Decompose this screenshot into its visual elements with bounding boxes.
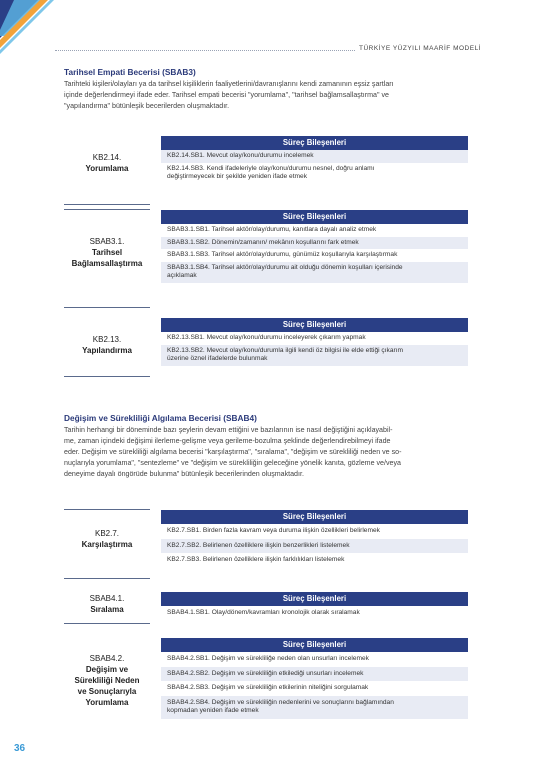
row-text: SBAB4.2.SB2. Değişim ve sürekliliğin etkilediği unsurları incelemek <box>167 669 364 677</box>
page-number: 36 <box>14 743 26 754</box>
skill-label <box>64 593 150 615</box>
component-row <box>161 150 468 163</box>
row-text: KB2.14.SB3. Kendi ifadeleriyle olay/konu/durumu nesnel, doğru anlamı <box>167 164 375 172</box>
skill-name: Yorumlama <box>85 164 129 173</box>
row-text: SBAB4.1.SB1. Olay/dönem/kavramları kronolojik olarak sıralamak <box>167 609 360 616</box>
component-table <box>161 318 468 366</box>
skill-label <box>64 334 150 356</box>
skill-label <box>64 152 150 174</box>
skill-name: Yapılandırma <box>82 346 132 355</box>
component-row <box>161 606 468 621</box>
component-row <box>161 553 468 568</box>
section-title: Değişim ve Sürekliliği Algılama Becerisi (SBAB4) <box>64 413 257 423</box>
component-row <box>161 332 468 345</box>
row-text: SBAB3.1.SB4. Tarihsel aktör/olay/durumu ait olduğu dönemin koşulları içerisinde <box>167 263 403 271</box>
skill-code: KB2.14. <box>92 153 122 162</box>
skill-code: KB2.13. <box>92 335 122 344</box>
corner-decoration <box>0 0 60 60</box>
left-rule <box>64 204 150 205</box>
component-row <box>161 224 468 237</box>
paragraph-line: deneyime dayalı öngörüde bulunma" bütünleşik becerilerinden oluşmaktadır. <box>64 470 304 478</box>
row-text: KB2.7.SB3. Belirlenen özelliklere ilişkin farklılıkları listelemek <box>167 556 345 563</box>
component-table <box>161 136 468 184</box>
section-sbab3 <box>64 67 468 112</box>
row-text: SBAB4.2.SB1. Değişim ve sürekliliğe neden olan unsurları incelemek <box>167 655 369 662</box>
paragraph-line: Tarihin herhangi bir döneminde bazı şeylerin devam ettiğini ve bazılarının ise nasıl değiştiğini açıklayabil- <box>64 426 393 434</box>
skill-code: SBAB4.1. <box>89 594 125 603</box>
skill-name: Değişim ve <box>85 665 129 674</box>
row-text: SBAB4.2.SB3. Değişim ve sürekliliğin etkilerinin niteliğini sorgulamak <box>167 684 369 691</box>
left-rule <box>64 578 150 579</box>
paragraph-line: me, zaman içindeki değişimi ilerleme-gelişme veya gerileme-bozulma şeklinde değerlendirebilmeyi ifade <box>64 437 391 445</box>
row-text: SBAB3.1.SB2. Dönemin/zamanın/ mekânın koşullarını fark etmek <box>167 238 359 246</box>
section-title: Tarihsel Empati Becerisi (SBAB3) <box>64 67 196 77</box>
component-header: Süreç Bileşenleri <box>161 210 468 224</box>
row-text: KB2.7.SB2. Belirlenen özelliklere ilişkin benzerlikleri listelemek <box>167 541 350 549</box>
component-row <box>161 652 468 667</box>
component-row <box>161 262 468 283</box>
skill-code: SBAB3.1. <box>89 237 125 246</box>
component-row <box>161 163 468 184</box>
skill-name: Bağlamsallaştırma <box>71 259 143 268</box>
row-text: değiştirmeyecek bir şekilde yeniden ifade etmek <box>167 173 308 180</box>
component-table <box>161 638 468 719</box>
component-row <box>161 681 468 696</box>
component-row <box>161 524 468 539</box>
component-table <box>161 210 468 283</box>
component-row <box>161 696 468 719</box>
component-row <box>161 249 468 262</box>
left-rule <box>64 623 150 624</box>
skill-name: ve Sonuçlarıyla <box>77 687 137 696</box>
skill-name: Karşılaştırma <box>81 540 133 549</box>
left-rule <box>64 376 150 377</box>
component-row <box>161 345 468 366</box>
section-paragraph <box>64 79 468 112</box>
skill-label <box>64 653 150 708</box>
skill-code: SBAB4.2. <box>89 654 125 663</box>
component-row <box>161 237 468 250</box>
left-rule <box>64 509 150 510</box>
paragraph-line: içinde değerlendirmeyi ifade eder. Tarihsel empati becerisi "yorumlama", "tarihsel bağlamsallaştırma" ve <box>64 91 389 99</box>
row-text: KB2.7.SB1. Birden fazla kavram veya duruma ilişkin özellikleri belirlemek <box>167 527 380 534</box>
section-sbab4 <box>64 413 468 480</box>
component-table <box>161 592 468 621</box>
skill-code: KB2.7. <box>94 529 119 538</box>
skill-name: Tarihsel <box>91 248 123 257</box>
row-text: SBAB3.1.SB1. Tarihsel aktör/olay/durumu, kanıtlara dayalı analiz etmek <box>167 226 377 233</box>
section-paragraph <box>64 425 468 480</box>
skill-label <box>64 528 150 550</box>
row-text: KB2.13.SB1. Mevcut olay/konu/durumu inceleyerek çıkarım yapmak <box>167 334 366 341</box>
row-text: SBAB3.1.SB3. Tarihsel aktör/olay/durumu, günümüz koşullarıyla karşılaştırmak <box>167 251 398 258</box>
row-text: KB2.13.SB2. Mevcut olay/konu/durumla ilgili kendi öz bilgisi ile elde ettiği çıkarım <box>167 346 404 354</box>
row-text: kopmadan yeniden ifade etmek <box>167 707 259 714</box>
left-rule <box>64 209 150 210</box>
header-title: TÜRKİYE YÜZYILI MAARİF MODELİ <box>358 45 481 52</box>
component-row <box>161 539 468 554</box>
row-text: KB2.14.SB1. Mevcut olay/konu/durumu incelemek <box>167 152 314 159</box>
header-rule <box>55 50 355 51</box>
component-header: Süreç Bileşenleri <box>161 638 468 652</box>
left-rule <box>64 307 150 308</box>
row-text: SBAB4.2.SB4. Değişim ve sürekliliğin nedenlerini ve sonuçlarını bağlamından <box>167 698 394 706</box>
component-header: Süreç Bileşenleri <box>161 592 468 606</box>
component-header: Süreç Bileşenleri <box>161 510 468 524</box>
row-text: açıklamak <box>167 272 197 279</box>
skill-name: Sıralama <box>90 605 124 614</box>
component-header: Süreç Bileşenleri <box>161 318 468 332</box>
skill-name: Sürekliliği Neden <box>74 676 140 685</box>
paragraph-line: eder. Değişim ve sürekliliği algılama becerisi "karşılaştırma", "sıralama", "değişim ve sürekliliği neden ve so- <box>64 448 402 456</box>
row-text: üzerine öznel ifadelerde bulunmak <box>167 355 268 362</box>
component-header: Süreç Bileşenleri <box>161 136 468 150</box>
component-table <box>161 510 468 568</box>
skill-name: Yorumlama <box>85 698 129 707</box>
skill-label <box>64 236 150 269</box>
paragraph-line: Tarihteki kişileri/olayları ya da tarihsel kişiliklerin faaliyetlerini/davranışlarını kendi zamanının eşsiz şartları <box>64 80 394 88</box>
paragraph-line: "yapılandırma" bütünleşik becerilerden oluşmaktadır. <box>64 102 230 110</box>
paragraph-line: nuçlarıyla yorumlama", "sentezleme" ve "değişim ve sürekliliğin geleceğine yönelik kanıta, gözleme ve/veya <box>64 459 401 467</box>
component-row <box>161 667 468 682</box>
